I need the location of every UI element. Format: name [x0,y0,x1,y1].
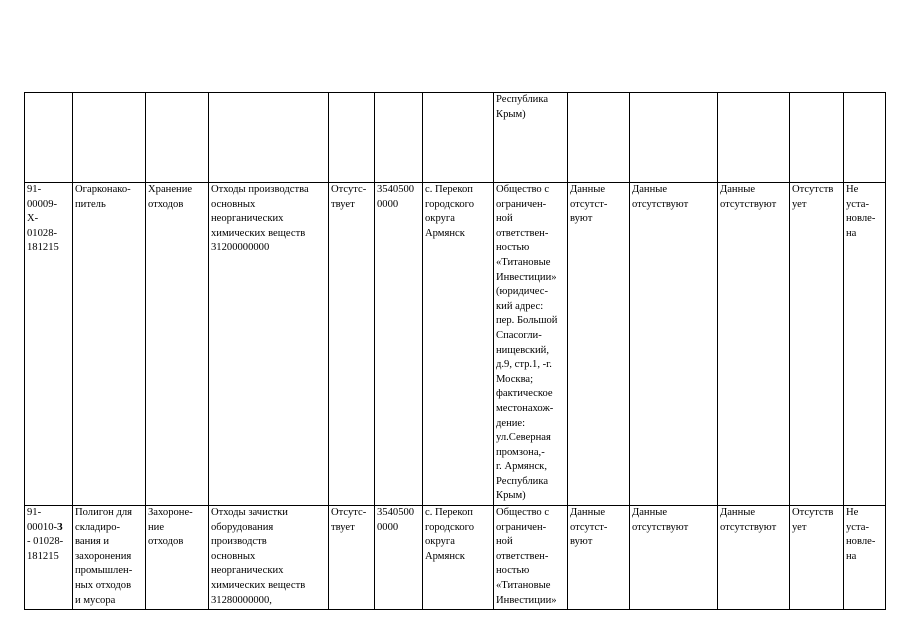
cell-object-id [25,183,73,506]
cell-line: ограничен- [496,198,547,210]
cell-line: Инвестиции» [496,594,557,606]
cell-ownership [329,93,375,183]
cell-line: 181215 [27,550,59,562]
cell-line: ответствен- [496,227,549,239]
cell-line: производств [211,536,267,548]
cell-line: основных [211,198,256,210]
cell-line: округа [425,213,455,225]
cell-activity [146,93,209,183]
cell-line: Данные [570,184,606,195]
cell-data-11 [718,506,790,610]
cell-line: ограничен- [496,521,547,533]
cell-line: Отсутств [792,184,834,195]
cell-line: Данные [720,184,756,195]
cell-line: - 01028- [27,536,64,548]
cell-data-12 [790,506,844,610]
cell-line: Данные [632,507,668,518]
cell-operator [494,183,568,506]
cell-line: (юридичес- [496,286,548,298]
cell-line: ует [792,521,807,533]
cell-object-id [25,93,73,183]
cell-line: Республика [496,94,549,105]
cell-line: Общество с [496,507,550,518]
cell-line: «Титановые [496,256,551,268]
cell-line: химических веществ [211,227,306,239]
cell-line: на [846,227,857,239]
cell-line: Крым) [496,108,526,120]
cell-line: неорганических [211,565,284,577]
cell-oktmo [375,506,423,610]
cell-line: дение: [496,417,526,429]
cell-line: отсутст- [570,198,608,210]
cell-line: и мусора [75,594,116,606]
cell-line: 3540500 [377,184,415,195]
cell-line: вуют [570,213,593,225]
cell-line: Спасогли- [496,329,542,341]
cell-line: отсутствуют [720,198,777,210]
cell-data-10 [630,93,718,183]
cell-line: кий адрес: [496,300,544,312]
cell-line: новле- [846,536,876,548]
cell-line: Полигон для [75,507,133,518]
cell-line: Захороне- [148,507,193,518]
cell-line: городского [425,521,475,533]
table-row [25,183,886,506]
cell-line: ностью [496,242,530,254]
cell-line: твует [331,521,355,533]
cell-operator [494,506,568,610]
cell-line: ных отходов [75,579,132,591]
cell-line: 00010-З [27,521,63,533]
cell-line: Москва; [496,373,534,385]
cell-data-9 [568,506,630,610]
cell-line: фактическое [496,388,553,400]
cell-activity [146,506,209,610]
cell-ownership [329,506,375,610]
cell-location [423,506,494,610]
cell-line: ответствен- [496,550,549,562]
waste-objects-registry-table [24,92,886,610]
cell-line: Республика [496,475,549,487]
cell-line: на [846,550,857,562]
cell-line: отходов [148,198,184,210]
cell-line: г. Армянск, [496,461,547,473]
cell-line: складиро- [75,521,121,533]
cell-line: ние [148,521,165,533]
cell-data-10 [630,506,718,610]
cell-line: с. Перекоп [425,184,473,195]
cell-line: Не [846,184,859,195]
cell-operator [494,93,568,183]
cell-line: Армянск [425,227,465,239]
cell-line: пер. Большой [496,315,558,327]
cell-line: д.9, стр.1, -г. [496,359,552,371]
cell-line: 91- [27,184,42,195]
cell-location [423,183,494,506]
cell-line: с. Перекоп [425,507,473,518]
cell-line: Огарконако- [75,184,131,195]
cell-line: Не [846,507,859,518]
cell-oktmo [375,93,423,183]
cell-line: 3540500 [377,507,415,518]
cell-data-9 [568,93,630,183]
cell-line: 01028- [27,227,58,239]
table-row [25,506,886,610]
cell-line: Данные [570,507,606,518]
cell-data-13 [844,506,886,610]
cell-line: 0000 [377,521,399,533]
cell-data-13 [844,93,886,183]
cell-data-12 [790,183,844,506]
cell-line: Данные [720,507,756,518]
cell-line: вания и [75,536,110,548]
cell-line: ной [496,213,513,225]
cell-line: отсутствуют [632,521,689,533]
cell-line: ной [496,536,513,548]
cell-line: Отсутс- [331,507,367,518]
cell-line: Х- [27,213,39,225]
cell-line: неорганических [211,213,284,225]
cell-line: 0000 [377,198,399,210]
cell-line: округа [425,536,455,548]
cell-line: Крым) [496,490,526,502]
cell-line: питель [75,198,106,210]
cell-data-9 [568,183,630,506]
cell-line: ул.Северная [496,432,551,444]
cell-line: 00009- [27,198,58,210]
cell-object-id [25,506,73,610]
cell-line: захоронения [75,550,132,562]
cell-line: вуют [570,536,593,548]
cell-line: отсутствуют [632,198,689,210]
cell-object-type [73,183,146,506]
cell-line: отсутствуют [720,521,777,533]
cell-line: уста- [846,521,869,533]
cell-line: отходов [148,536,184,548]
cell-line: «Титановые [496,579,551,591]
cell-line: 181215 [27,242,59,254]
cell-line: химических веществ [211,579,306,591]
cell-ownership [329,183,375,506]
cell-object-type [73,93,146,183]
cell-line: новле- [846,213,876,225]
cell-line: нищевский, [496,344,549,356]
cell-location [423,93,494,183]
cell-line: 31280000000, [211,594,272,606]
cell-line: Отсутс- [331,184,367,195]
cell-line: городского [425,198,475,210]
cell-line: Общество с [496,184,550,195]
cell-line: оборудования [211,521,274,533]
cell-line: Отходы зачистки [211,507,288,518]
cell-line: Данные [632,184,668,195]
cell-waste-type [209,183,329,506]
cell-line: отсутст- [570,521,608,533]
cell-line: 31200000000 [211,242,270,254]
cell-data-11 [718,183,790,506]
cell-line: промышлен- [75,565,133,577]
cell-data-10 [630,183,718,506]
cell-line: ностью [496,565,530,577]
cell-object-type [73,506,146,610]
cell-waste-type [209,506,329,610]
cell-data-11 [718,93,790,183]
cell-activity [146,183,209,506]
cell-line: Инвестиции» [496,271,557,283]
cell-oktmo [375,183,423,506]
cell-waste-type [209,93,329,183]
cell-data-13 [844,183,886,506]
cell-line: основных [211,550,256,562]
cell-line: Отсутств [792,507,834,518]
cell-line: промзона,- [496,446,545,458]
cell-line: местонахож- [496,402,554,414]
cell-line: Отходы производства [211,184,309,195]
cell-line: Хранение [148,184,193,195]
cell-data-12 [790,93,844,183]
cell-line: ует [792,198,807,210]
cell-line: 91- [27,507,42,518]
cell-line: уста- [846,198,869,210]
cell-line: Армянск [425,550,465,562]
cell-line: твует [331,198,355,210]
table-row [25,93,886,183]
